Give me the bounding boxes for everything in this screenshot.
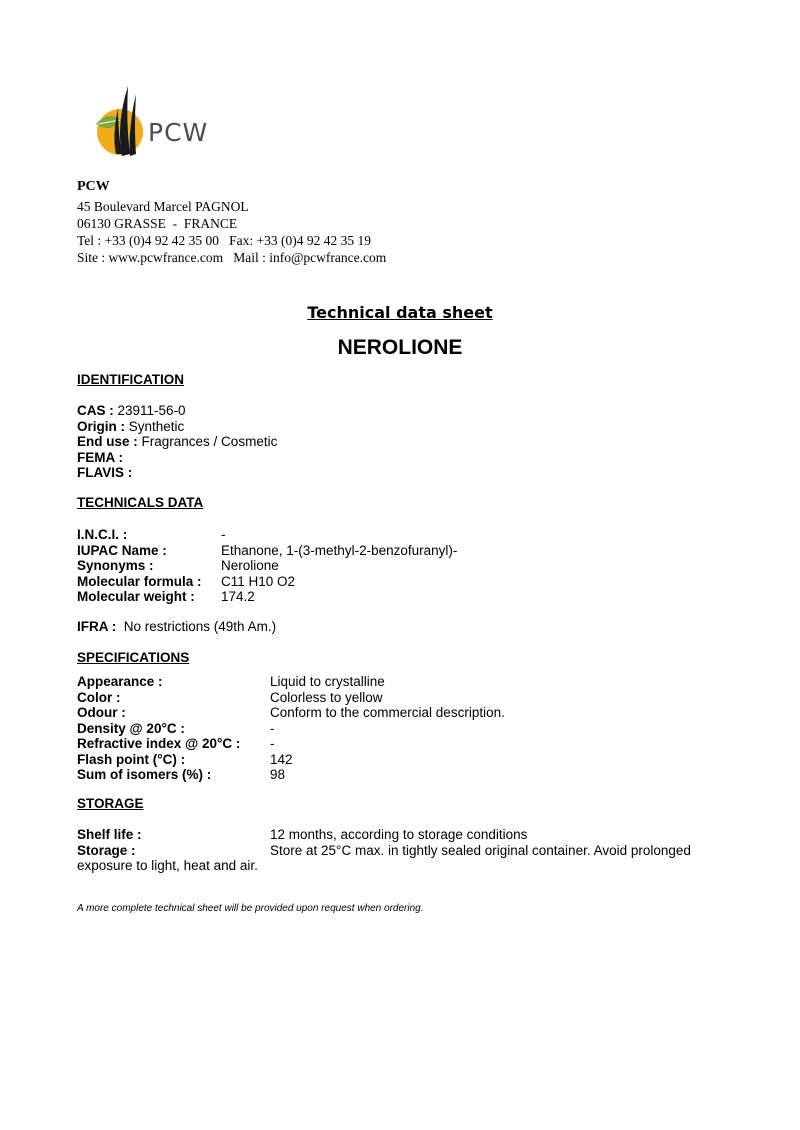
address-line-1: 45 Boulevard Marcel PAGNOL bbox=[77, 199, 249, 214]
refractive-value: - bbox=[270, 736, 275, 751]
specifications-section bbox=[77, 650, 189, 665]
storage-continuation: exposure to light, heat and air. bbox=[77, 858, 258, 873]
cas-value: 23911-56-0 bbox=[117, 403, 186, 418]
appearance-row bbox=[77, 674, 717, 690]
identification-heading: IDENTIFICATION bbox=[77, 372, 184, 387]
shelf-life-label: Shelf life : bbox=[77, 827, 142, 842]
flavis-label: FLAVIS : bbox=[77, 465, 133, 480]
storage-value: Store at 25°C max. in tightly sealed original container. Avoid prolonged bbox=[270, 842, 691, 858]
origin-row bbox=[77, 419, 577, 435]
technical-section bbox=[77, 495, 203, 510]
inci-value: - bbox=[221, 527, 226, 542]
end-use-label: End use : bbox=[77, 434, 138, 449]
appearance-value: Liquid to crystalline bbox=[270, 674, 385, 689]
cas-label: CAS : bbox=[77, 403, 114, 418]
identification-section bbox=[77, 372, 184, 387]
synonyms-row bbox=[77, 558, 637, 574]
iupac-label: IUPAC Name : bbox=[77, 542, 167, 558]
flash-point-label: Flash point (°C) : bbox=[77, 751, 186, 767]
company-name: PCW bbox=[77, 179, 110, 194]
ifra-value: No restrictions (49th Am.) bbox=[123, 619, 277, 634]
isomers-label: Sum of isomers (%) : bbox=[77, 767, 212, 782]
flavis-row bbox=[77, 465, 577, 481]
inci-row bbox=[77, 527, 637, 543]
synonyms-value: Nerolione bbox=[221, 558, 279, 573]
storage-rows bbox=[77, 827, 717, 874]
ifra-label: IFRA : bbox=[77, 619, 117, 634]
iupac-row bbox=[77, 543, 637, 559]
cas-row bbox=[77, 403, 577, 419]
odour-value: Conform to the commercial description. bbox=[270, 705, 505, 720]
identification-rows bbox=[77, 403, 577, 481]
address-line-2: 06130 GRASSE - FRANCE bbox=[77, 216, 238, 231]
origin-label: Origin : bbox=[77, 418, 125, 434]
formula-value: C11 H10 O2 bbox=[221, 573, 296, 589]
technical-heading: TECHNICALS DATA bbox=[77, 495, 204, 510]
specifications-rows bbox=[77, 674, 717, 783]
color-label: Color : bbox=[77, 689, 121, 705]
product-name: NEROLIONE bbox=[337, 336, 463, 359]
origin-value: Synthetic bbox=[128, 418, 185, 434]
density-value: - bbox=[270, 720, 275, 736]
technical-rows bbox=[77, 527, 637, 605]
appearance-label: Appearance : bbox=[77, 674, 163, 689]
weight-label: Molecular weight : bbox=[77, 589, 195, 604]
end-use-value: Fragrances / Cosmetic bbox=[141, 434, 278, 449]
fema-row bbox=[77, 450, 577, 466]
shelf-life-row bbox=[77, 827, 717, 843]
weight-value: 174.2 bbox=[221, 589, 255, 604]
refractive-label: Refractive index @ 20°C : bbox=[77, 736, 241, 751]
specifications-heading: SPECIFICATIONS bbox=[77, 650, 190, 665]
formula-label: Molecular formula : bbox=[77, 573, 202, 589]
ifra-row bbox=[77, 619, 276, 635]
shelf-life-value: 12 months, according to storage conditions bbox=[270, 827, 528, 842]
color-value: Colorless to yellow bbox=[270, 689, 383, 705]
footer-note: A more complete technical sheet will be provided upon request when ordering. bbox=[77, 903, 424, 914]
storage-label: Storage : bbox=[77, 842, 136, 858]
odour-label: Odour : bbox=[77, 705, 126, 720]
weight-row bbox=[77, 589, 637, 605]
phone-fax-line: Tel : +33 (0)4 92 42 35 00 Fax: +33 (0)4 92 42 35 19 bbox=[77, 233, 372, 248]
company-address-block bbox=[77, 178, 386, 266]
color-row bbox=[77, 690, 717, 706]
density-row bbox=[77, 721, 717, 737]
formula-row bbox=[77, 574, 637, 590]
density-label: Density @ 20°C : bbox=[77, 720, 185, 736]
isomers-value: 98 bbox=[270, 767, 286, 782]
isomers-row bbox=[77, 767, 717, 783]
storage-row bbox=[77, 843, 717, 859]
storage-heading: STORAGE bbox=[77, 796, 144, 811]
fema-label: FEMA : bbox=[77, 449, 123, 465]
iupac-value: Ethanone, 1-(3-methyl-2-benzofuranyl)- bbox=[221, 542, 458, 558]
document-title: Technical data sheet bbox=[307, 303, 493, 322]
flash-point-value: 142 bbox=[270, 751, 293, 767]
refractive-row bbox=[77, 736, 717, 752]
inci-label: I.N.C.I. : bbox=[77, 527, 128, 542]
flash-point-row bbox=[77, 752, 717, 768]
odour-row bbox=[77, 705, 717, 721]
storage-section bbox=[77, 796, 144, 811]
synonyms-label: Synonyms : bbox=[77, 558, 154, 573]
logo-wordmark: PCW bbox=[148, 118, 209, 147]
end-use-row bbox=[77, 434, 577, 450]
web-mail-line: Site : www.pcwfrance.com Mail : info@pcwfrance.com bbox=[77, 250, 387, 265]
